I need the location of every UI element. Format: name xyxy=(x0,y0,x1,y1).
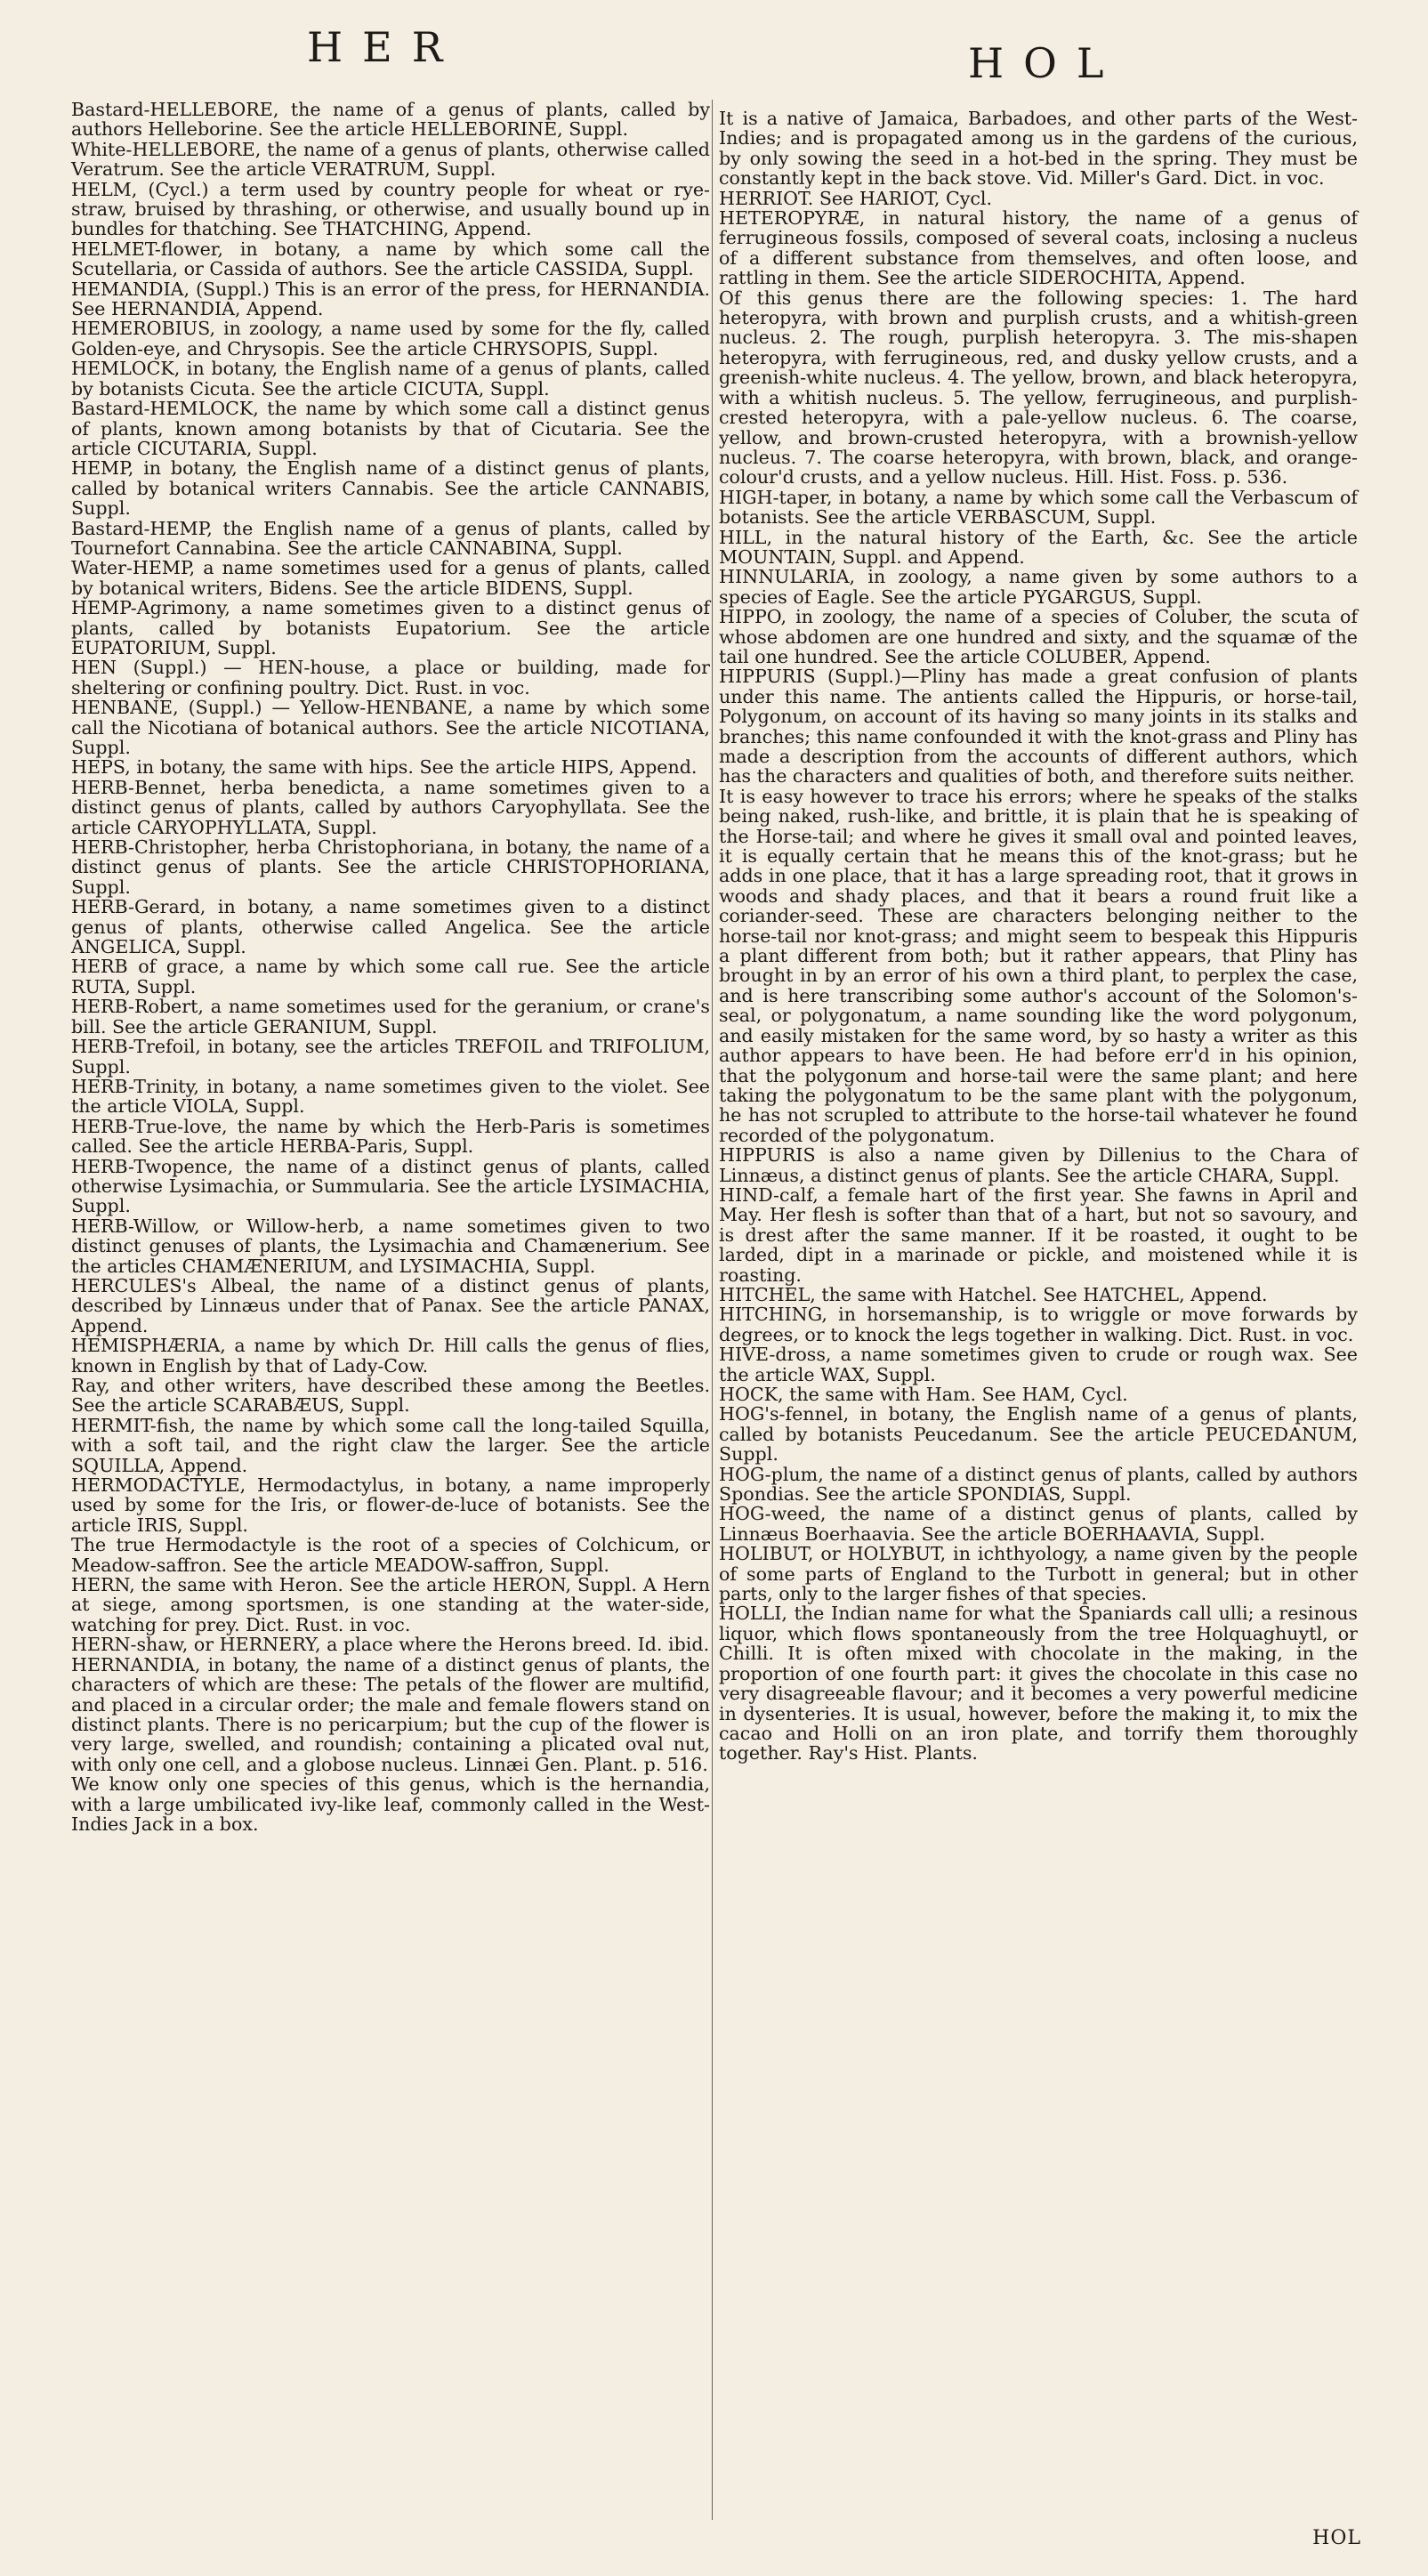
entry: HEN (Suppl.) — HEN-house, a place or building, made for sheltering or confining poultry. Dict. Rust. in voc. xyxy=(71,657,710,699)
running-head-right: HOL xyxy=(968,39,1124,87)
entry: HIPPO, in zoology, the name of a species of Coluber, the scuta of whose abdomen are one hundred and sixty, and the squamæ of the tail one hundred. See the article COLUBER, Append. xyxy=(719,606,1358,667)
entry: Bastard-HEMP, the English name of a genus of plants, called by Tournefort Cannabina. See the article CANNABINA, Suppl. xyxy=(71,517,710,559)
entry: HOG-plum, the name of a distinct genus of plants, called by authors Spondias. See the article SPONDIAS, Suppl. xyxy=(719,1463,1358,1506)
entry: HERB-Twopence, the name of a distinct genus of plants, called otherwise Lysimachia, or Summularia. See the article LYSIMACHIA, Suppl. xyxy=(71,1155,710,1217)
entry: Of this genus there are the following species: 1. The hard heteropyra, with brown and purplish crusts, and a whitish-green nucleus. 2. The rough, purplish heteropyra. 3. The mis-shapen heteropyra, with ferrugineous, red, and dusky yellow crusts, and a greenish-white nucleus. 4. The yellow, brown, and black heteropyra, with a whitish nucleus. 5. The yellow, ferrugineous, and purplish-crested heteropyra, with a pale-yellow nucleus. 6. The coarse, yellow, and brown-crusted heteropyra, with a brownish-yellow nucleus. 7. The coarse heteropyra, with brown, black, and orange-colour'd crusts, and a yellow nucleus. Hill. Hist. Foss. p. 536. xyxy=(719,287,1358,489)
entry: HIVE-dross, a name sometimes given to crude or rough wax. See the article WAX, Suppl. xyxy=(719,1344,1358,1385)
entry: HEMP, in botany, the English name of a distinct genus of plants, called by botanical writers Cannabis. See the article CANNABIS, Suppl. xyxy=(71,457,710,520)
entry: HOLLI, the Indian name for what the Spaniards call ulli; a resinous liquor, which flows spontaneously from the tree Holquaghuytl, or Chilli. It is often mixed with chocolate in the making, in the proportion of one fourth part: it gives the chocolate in this case no very disagreeable flavour; and it becomes a very powerful medicine in dysenteries. It is usual, however, before the making it, to mix the cacao and Holli on an iron plate, and torrify them thoroughly together. Ray's Hist. Plants. xyxy=(719,1603,1358,1764)
entry: HERB-Bennet, herba benedicta, a name sometimes given to a distinct genus of plants, called by authors Caryophyllata. See the article CARYOPHYLLATA, Suppl. xyxy=(71,776,710,838)
entry: HERB-Trefoil, in botany, see the articles TREFOIL and TRIFOLIUM, Suppl. xyxy=(71,1036,710,1078)
entry: HITCHEL, the same with Hatchel. See HATCHEL, Append. xyxy=(719,1283,1268,1305)
entry: It is a native of Jamaica, Barbadoes, and other parts of the West-Indies; and is propagated among us in the gardens of the curious, by only sowing the seed in a hot-bed in the spring. They must be constantly kept in the back stove. Vid. Miller's Gard. Dict. in voc. xyxy=(719,108,1358,190)
entry: HERRIOT. See HARIOT, Cycl. xyxy=(719,187,993,209)
entry: HERNANDIA, in botany, the name of a distinct genus of plants, the characters of which are these: The petals of the flower are multifid, and placed in a circular order; the male and female flowers stand on distinct plants. There is no pericarpium; but the cup of the flower is very large, swelled, and roundish; containing a plicated oval nut, with only one cell, and a globose nucleus. Linnæi Gen. Plant. p. 516. xyxy=(71,1653,710,1775)
entry: HEMEROBIUS, in zoology, a name used by some for the fly, called Golden-eye, and Chrysopis. See the article CHRYSOPIS, Suppl. xyxy=(71,318,710,359)
entry: HEMP-Agrimony, a name sometimes given to a distinct genus of plants, called by botanists Eupatorium. See the article EUPATORIUM, Suppl. xyxy=(71,597,710,658)
entry: HERCULES's Albeal, the name of a distinct genus of plants, described by Linnæus under that of Panax. See the article PANAX, Append. xyxy=(71,1274,710,1336)
entry: The true Hermodactyle is the root of a species of Colchicum, or Meadow-saffron. See the article MEADOW-saffron, Suppl. xyxy=(71,1534,710,1576)
entry: HERB-True-love, the name by which the Herb-Paris is sometimes called. See the article HERBA-Paris, Suppl. xyxy=(71,1115,710,1158)
right-column xyxy=(719,109,1358,1764)
entry: HITCHING, in horsemanship, is to wriggle or move forwards by degrees, or to knock the legs together in walking. Dict. Rust. in voc. xyxy=(719,1304,1358,1345)
entry: HOLIBUT, or HOLYBUT, in ichthyology, a name given by the people of some parts of England to the Turbott in general; but in other parts, only to the larger fishes of that species. xyxy=(719,1543,1358,1605)
entry: HIGH-taper, in botany, a name by which some call the Verbascum of botanists. See the article VERBASCUM, Suppl. xyxy=(719,486,1358,529)
running-head-left: HER xyxy=(307,23,463,71)
entry: Water-HEMP, a name sometimes used for a genus of plants, called by botanical writers, Bidens. See the article BIDENS, Suppl. xyxy=(71,557,710,599)
entry: HIPPURIS (Suppl.)—Pliny has made a great confusion of plants under this name. The antients called the Hippuris, or horse-tail, Polygonum, on account of its having so many joints in its stalks and branches; this name confounded it with the knot-grass and Pliny has made a description from the accounts of different authors, which has the characters and qualities of both, and therefore suits neither. xyxy=(719,666,1358,787)
entry: HERN, the same with Heron. See the article HERON, Suppl. A Hern at siege, among sportsmen, is one standing at the water-side, watching for prey. Dict. Rust. in voc. xyxy=(71,1574,710,1635)
entry: HERB-Trinity, in botany, a name sometimes given to the violet. See the article VIOLA, Suppl. xyxy=(71,1075,710,1118)
entry: HENBANE, (Suppl.) — Yellow-HENBANE, a name by which some call the Nicotiana of botanical authors. See the article NICOTIANA, Suppl. xyxy=(71,697,710,758)
entry: HEMISPHÆRIA, a name by which Dr. Hill calls the genus of flies, known in English by that of Lady-Cow. xyxy=(71,1335,710,1377)
entry: HERMODACTYLE, Hermodactylus, in botany, a name improperly used by some for the Iris, or flower-de-luce of botanists. See the article IRIS, Suppl. xyxy=(71,1474,710,1536)
entry: Bastard-HELLEBORE, the name of a genus of plants, called by authors Helleborine. See the article HELLEBORINE, Suppl. xyxy=(71,99,710,141)
entry: HINNULARIA, in zoology, a name given by some authors to a species of Eagle. See the article PYGARGUS, Suppl. xyxy=(719,566,1358,608)
entry: HEMANDIA, (Suppl.) This is an error of the press, for HERNANDIA. See HERNANDIA, Append. xyxy=(71,278,710,320)
entry: HELMET-flower, in botany, a name by which some call the Scutellaria, or Cassida of authors. See the article CASSIDA, Suppl. xyxy=(71,238,710,280)
entry: HERB-Christopher, herba Christophoriana, in botany, the name of a distinct genus of plants. See the article CHRISTOPHORIANA, Suppl. xyxy=(71,836,710,898)
entry: HERN-shaw, or HERNERY, a place where the Herons breed. Id. ibid. xyxy=(71,1634,710,1656)
entry: HERB-Gerard, in botany, a name sometimes given to a distinct genus of plants, otherwise called Angelica. See the article ANGELICA, Suppl. xyxy=(71,896,710,958)
entry: HOG's-fennel, in botany, the English name of a genus of plants, called by botanists Peucedanum. See the article PEUCEDANUM, Suppl. xyxy=(719,1403,1358,1466)
entry: HOCK, the same with Ham. See HAM, Cycl. xyxy=(719,1384,1128,1405)
entry: HILL, in the natural history of the Earth, &c. See the article MOUNTAIN, Suppl. and Append. xyxy=(719,526,1358,568)
entry: HIND-calf, a female hart of the first year. She fawns in April and May. Her flesh is softer than that of a hart, but not so savoury, and is drest after the same manner. If it be roasted, it ought to be larded, dipt in a marinade or pickle, and moistened while it is roasting. xyxy=(719,1183,1358,1286)
entry: HIPPURIS is also a name given by Dillenius to the Chara of Linnæus, a distinct genus of plants. See the article CHARA, Suppl. xyxy=(719,1144,1358,1186)
entry: We know only one species of this genus, which is the hernandia, with a large umbilicated ivy-like leaf, commonly called in the West-Indies Jack in a box. xyxy=(71,1773,710,1835)
entry: Bastard-HEMLOCK, the name by which some call a distinct genus of plants, known among botanists by that of Cicutaria. See the article CICUTARIA, Suppl. xyxy=(71,398,710,459)
catchword: HOL xyxy=(1312,2527,1361,2549)
entry: HETEROPYRÆ, in natural history, the name of a genus of ferrugineous fossils, composed of several coats, inclosing a nucleus of a different substance from themselves, and often loose, and rattling in them. See the article SIDEROCHITA, Append. xyxy=(719,207,1358,289)
entry: White-HELLEBORE, the name of a genus of plants, otherwise called Veratrum. See the article VERATRUM, Suppl. xyxy=(71,138,710,181)
entry: HELM, (Cycl.) a term used by country people for wheat or rye-straw, bruised by thrashing, or otherwise, and usually bound up in bundles for thatching. See THATCHING, Append. xyxy=(71,178,710,240)
entry: HERMIT-fish, the name by which some call the long-tailed Squilla, with a soft tail, and the right claw the larger. See the article SQUILLA, Append. xyxy=(71,1414,710,1476)
entry: HOG-weed, the name of a distinct genus of plants, called by Linnæus Boerhaavia. See the article BOERHAAVIA, Suppl. xyxy=(719,1503,1358,1545)
entry: HERB-Robert, a name sometimes used for the geranium, or crane's bill. See the article GERANIUM, Suppl. xyxy=(71,996,710,1038)
entry: HEMLOCK, in botany, the English name of a genus of plants, called by botanists Cicuta. See the article CICUTA, Suppl. xyxy=(71,358,710,400)
entry: HEPS, in botany, the same with hips. See the article HIPS, Append. xyxy=(71,756,698,779)
entry: It is easy however to trace his errors; where he speaks of the stalks being naked, rush-like, and brittle, it is plain that he is speaking of the Horse-tail; and where he gives it small oval and pointed leaves, it is equally certain that he means this of the knot-grass; but he adds in one place, that it has a large spreading root, that it grows in woods and shady places, and that it bears a round fruit like a coriander-seed. These are characters belonging neither to the horse-tail nor knot-grass; and might seem to bespeak this Hippuris a plant different from both; but it rather appears, that Pliny has brought in by an error of his own a third plant, to perplex the case, and is here transcribing some author's account of the Solomon's-seal, or polygonatum, a name sounding like the word polygonum, and easily mistaken for the same word, by so hasty a writer as this author appears to have been. He had before err'd in his opinion, that the polygonum and horse-tail were the same plant; and here taking the polygonatum to be the same plant with the polygonum, he has not scrupled to attribute to the horse-tail whatever he found recorded of the polygonatum. xyxy=(719,785,1358,1146)
left-column xyxy=(71,100,710,1834)
entry: HERB of grace, a name by which some call rue. See the article RUTA, Suppl. xyxy=(71,956,710,997)
entry: HERB-Willow, or Willow-herb, a name sometimes given to two distinct genuses of plants, the Lysimachia and Chamænerium. See the articles CHAMÆNERIUM, and LYSIMACHIA, Suppl. xyxy=(71,1215,710,1277)
column-divider xyxy=(712,100,713,2520)
entry: Ray, and other writers, have described these among the Beetles. See the article SCARABÆUS, Suppl. xyxy=(71,1375,710,1417)
